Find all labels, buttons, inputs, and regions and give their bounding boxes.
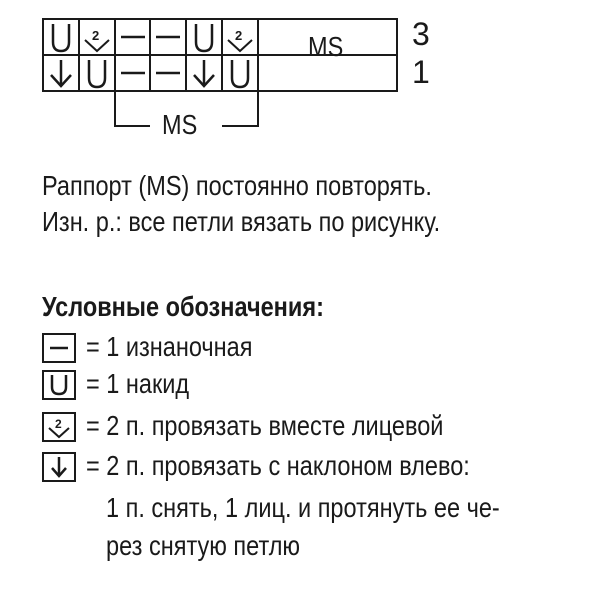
purl-icon <box>42 333 76 363</box>
instruction-wrong-side: Изн. р.: все петли вязать по рисунку. <box>42 206 441 237</box>
row-number-3: 3 <box>412 16 430 52</box>
chart-grid <box>0 0 606 150</box>
legend-ssk-continuation-2: рез снятую петлю <box>106 530 301 561</box>
yarn-over-icon <box>42 370 76 400</box>
ms-below-label: MS <box>162 109 198 140</box>
ssk-icon <box>42 452 76 482</box>
chart-k2tog-icon <box>228 28 252 51</box>
svg-text:2: 2 <box>235 28 243 43</box>
instruction-repeat: Раппорт (MS) постоянно повторять. <box>42 170 432 201</box>
chart-yarn-over-icon <box>232 60 248 87</box>
legend-title: Условные обозначения: <box>42 291 324 322</box>
svg-text:2: 2 <box>92 28 100 43</box>
chart-yarn-over-icon <box>53 24 69 51</box>
legend-ssk-continuation-1: 1 п. снять, 1 лиц. и протянуть ее че- <box>106 492 500 523</box>
ms-inside-label: MS <box>308 31 344 62</box>
k2tog-icon <box>42 412 76 442</box>
row-number-1: 1 <box>412 54 430 90</box>
chart-yarn-over-icon <box>89 60 105 87</box>
chart-ssk-icon <box>194 60 214 86</box>
svg-text:2: 2 <box>55 417 62 431</box>
chart-ssk-icon <box>51 60 71 86</box>
chart-k2tog-icon <box>85 28 109 51</box>
chart-yarn-over-icon <box>196 24 212 51</box>
